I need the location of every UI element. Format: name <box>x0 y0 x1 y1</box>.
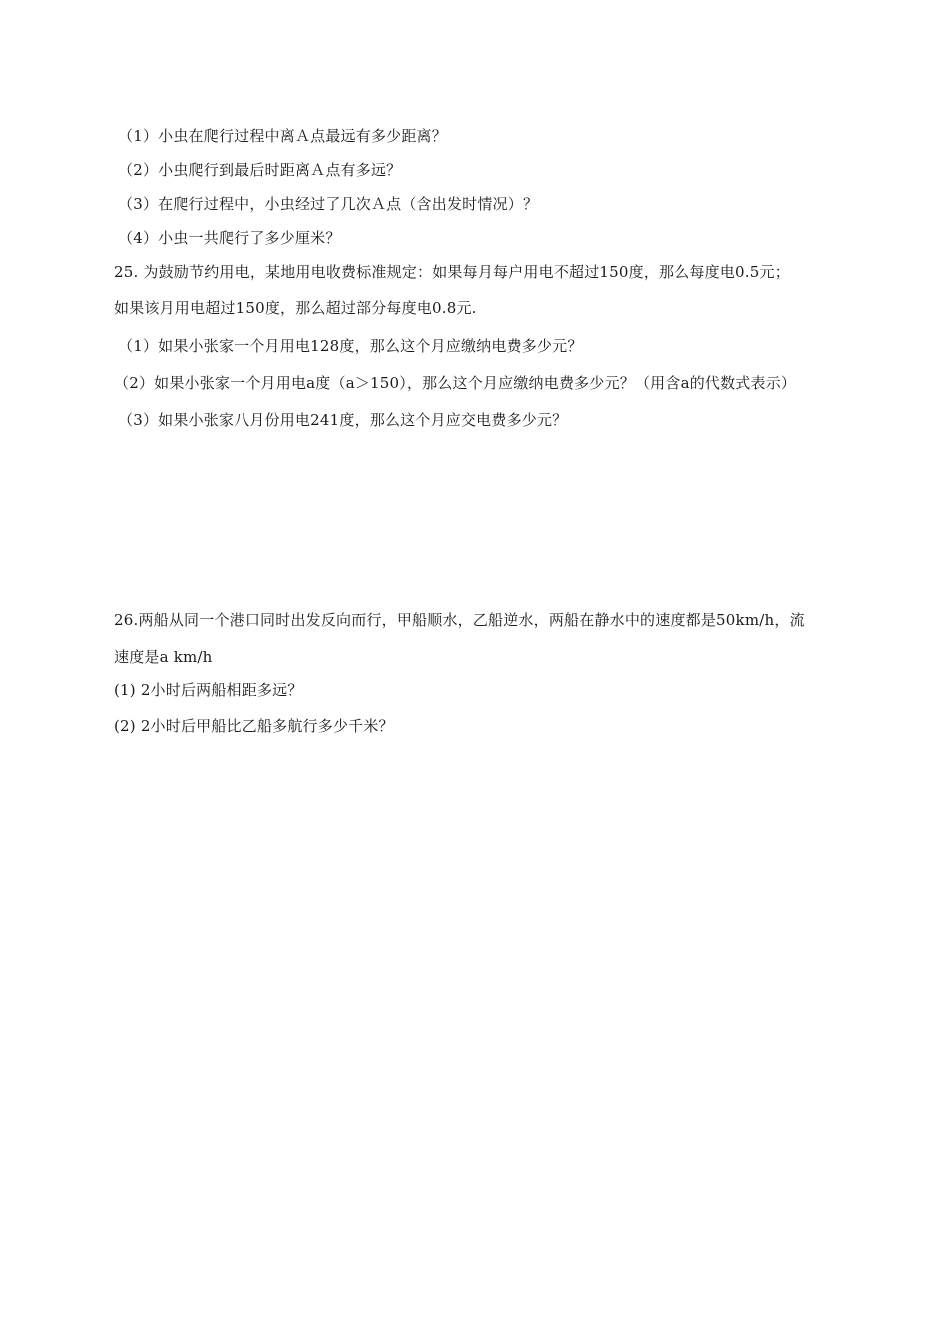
q25-part-1: （1）如果小张家一个月用电128度，那么这个月应缴纳电费多少元？ <box>118 337 583 355</box>
q24-part-2: （2）小虫爬行到最后时距离Ａ点有多远？ <box>118 161 402 179</box>
q26-part-1: (1) 2小时后两船相距多远？ <box>114 681 303 699</box>
q24-part-3: （3）在爬行过程中，小虫经过了几次Ａ点（含出发时情况）？ <box>118 195 539 213</box>
q25-part-3: （3）如果小张家八月份用电241度，那么这个月应交电费多少元？ <box>118 411 568 429</box>
q25-stem-line-1: 25. 为鼓励节约用电，某地用电收费标准规定：如果每月每户用电不超过150度，那么每度电0.5元； <box>114 263 790 281</box>
q24-part-1: （1）小虫在爬行过程中离Ａ点最远有多少距离？ <box>118 127 447 145</box>
q24-part-4: （4）小虫一共爬行了多少厘米？ <box>118 229 341 247</box>
q26-stem-line-2: 速度是a km/h <box>114 648 213 666</box>
q25-part-2: （2）如果小张家一个月用电a度（a＞150），那么这个月应缴纳电费多少元？（用含a的代数式表示） <box>114 374 797 392</box>
q25-stem-line-2: 如果该月用电超过150度，那么超过部分每度电0.8元. <box>114 299 477 317</box>
q26-part-2: (2) 2小时后甲船比乙船多航行多少千米？ <box>114 717 394 735</box>
q26-stem-line-1: 26.两船从同一个港口同时出发反向而行，甲船顺水，乙船逆水，两船在静水中的速度都是50km/h，流 <box>114 611 805 629</box>
